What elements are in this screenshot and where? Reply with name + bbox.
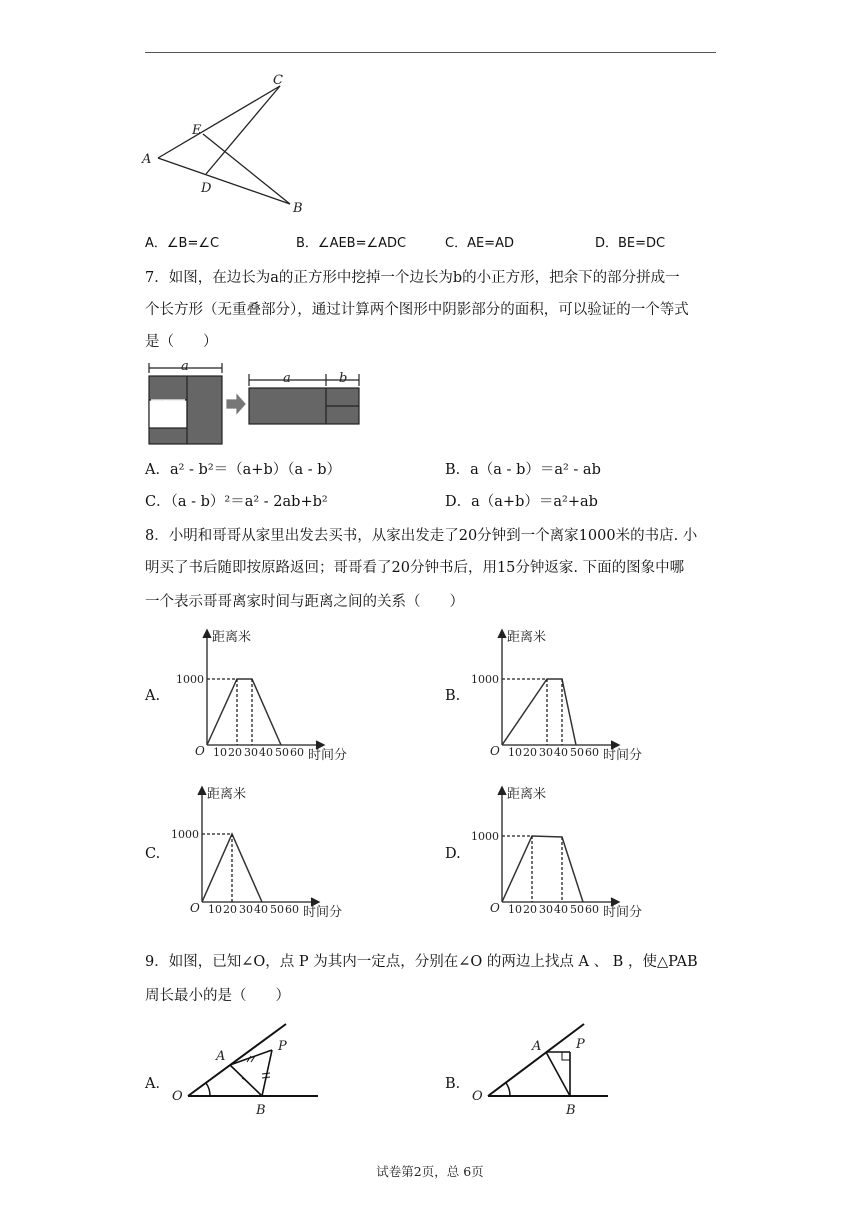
x-tick-label: 30 [539,903,553,916]
q6-option-d [595,232,665,251]
y-axis-label: 距离米 [207,787,247,802]
q7-option-d [445,490,598,511]
option-text: ∠AEB=∠ADC [317,236,407,251]
y-tick-label: 1000 [171,828,199,841]
option-text: a（a+b）＝a²+ab [471,494,598,510]
q8-graph-d [471,782,645,922]
q7-stem-line-1: 7．如图，在边长为a的正方形中挖掉一个边长为b的小正方形，把余下的部分拼成一 [145,270,680,286]
option-text: AE=AD [467,236,514,251]
option-letter: A． [145,462,170,478]
x-tick-label: 40 [259,746,273,759]
q9-figure-a [170,1020,330,1120]
y-tick-label: 1000 [471,830,499,843]
vertex-label-o: O [172,1089,183,1104]
option-text: a² - b²＝（a+b）（a - b） [169,462,342,478]
x-tick-label: 20 [523,746,537,759]
dimension-label-b: b [339,371,348,386]
dimension-label-b: b [163,399,172,414]
x-tick-label: 10 [508,746,522,759]
q8-stem-line-2: 明买了书后随即按原路返回；哥哥看了20分钟书后，用15分钟返家. 下面的图象中哪 [145,560,685,576]
q8-option-b-letter: B. [445,688,461,704]
origin-label: O [190,901,200,915]
x-tick-label: 30 [244,746,258,759]
point-label-p: P [576,1037,585,1052]
x-tick-label: 50 [275,746,289,759]
q8-option-d-letter: D. [445,846,461,862]
option-text: ∠B=∠C [166,236,220,251]
x-tick-label: 60 [285,903,299,916]
option-text: BE=DC [618,236,666,251]
q9-stem-line-1: 9．如图，已知∠O，点 P 为其内一定点，分别在∠O 的两边上找点 A 、 B ，使△PAB [145,954,698,970]
option-text: （a - b）²＝a² - 2ab+b² [170,494,328,510]
option-letter: C． [145,494,171,510]
point-label-b: B [293,201,303,216]
option-letter: B． [296,236,318,251]
q8-option-a-letter: A. [145,688,161,704]
q8-stem-line-3: 一个表示哥哥离家时间与距离之间的关系（ ） [145,594,464,610]
option-text: a（a - b）＝a² - ab [470,462,601,478]
point-label-a: A [216,1049,226,1064]
q7-option-c [145,490,328,511]
origin-label: O [195,744,205,758]
x-tick-label: 40 [254,903,268,916]
y-tick-label: 1000 [471,673,499,686]
x-tick-label: 10 [208,903,222,916]
point-label-c: C [273,73,283,88]
x-tick-label: 60 [290,746,304,759]
q9-figure-b [470,1020,630,1120]
point-label-a: A [532,1039,542,1054]
header-rule [145,52,716,53]
point-label-p: P [278,1039,287,1054]
y-axis-label: 距离米 [507,787,547,802]
q7-figure [145,360,370,448]
q8-graph-c [171,782,345,922]
point-label-a: A [142,152,152,167]
point-label-b: B [566,1103,576,1118]
q8-graph-a [176,625,350,765]
dimension-label-a: a [283,371,291,386]
q8-stem-line-1: 8．小明和哥哥从家里出发去买书，从家出发走了20分钟到一个离家1000米的书店. 小 [145,528,698,544]
y-tick-label: 1000 [176,673,204,686]
x-tick-label: 20 [223,903,237,916]
q7-option-a [145,458,341,479]
y-axis-label: 距离米 [507,630,547,645]
dimension-label-a: a [181,359,189,374]
x-tick-label: 10 [213,746,227,759]
x-tick-label: 30 [539,746,553,759]
option-letter: A． [145,236,167,251]
q9-option-a-letter: A． [145,1076,170,1092]
point-label-e: E [192,123,202,138]
q7-stem-line-3: 是（ ） [145,334,218,350]
q8-option-c-letter: C. [145,846,161,862]
q9-option-b-letter: B． [445,1076,471,1092]
x-tick-label: 30 [239,903,253,916]
x-tick-label: 60 [585,746,599,759]
option-letter: B． [445,462,471,478]
q6-option-a [145,232,219,251]
origin-label: O [490,901,500,915]
x-tick-label: 50 [570,903,584,916]
point-label-b: B [256,1103,266,1118]
option-letter: D． [445,494,472,510]
q6-option-b [296,232,406,251]
option-letter: C． [445,236,468,251]
q7-stem-line-2: 个长方形（无重叠部分），通过计算两个图形中阴影部分的面积，可以验证的一个等式 [145,302,689,318]
vertex-label-o: O [472,1089,483,1104]
x-tick-label: 20 [228,746,242,759]
point-label-d: D [201,181,212,196]
q6-figure [140,70,320,220]
x-axis-label: 时间分 [603,748,643,763]
page-footer: 试卷第2页，总 6页 [376,1164,484,1179]
x-axis-label: 时间分 [303,905,343,920]
q7-option-b [445,458,601,479]
x-tick-label: 50 [570,746,584,759]
y-axis-label: 距离米 [212,630,252,645]
q6-option-c [445,232,514,251]
option-letter: D． [595,236,619,251]
x-tick-label: 40 [554,746,568,759]
q8-graph-b [471,625,645,765]
q9-stem-line-2: 周长最小的是（ ） [145,988,290,1004]
x-tick-label: 20 [523,903,537,916]
origin-label: O [490,744,500,758]
x-tick-label: 40 [554,903,568,916]
x-tick-label: 50 [270,903,284,916]
x-tick-label: 60 [585,903,599,916]
x-tick-label: 10 [508,903,522,916]
x-axis-label: 时间分 [603,905,643,920]
x-axis-label: 时间分 [308,748,348,763]
